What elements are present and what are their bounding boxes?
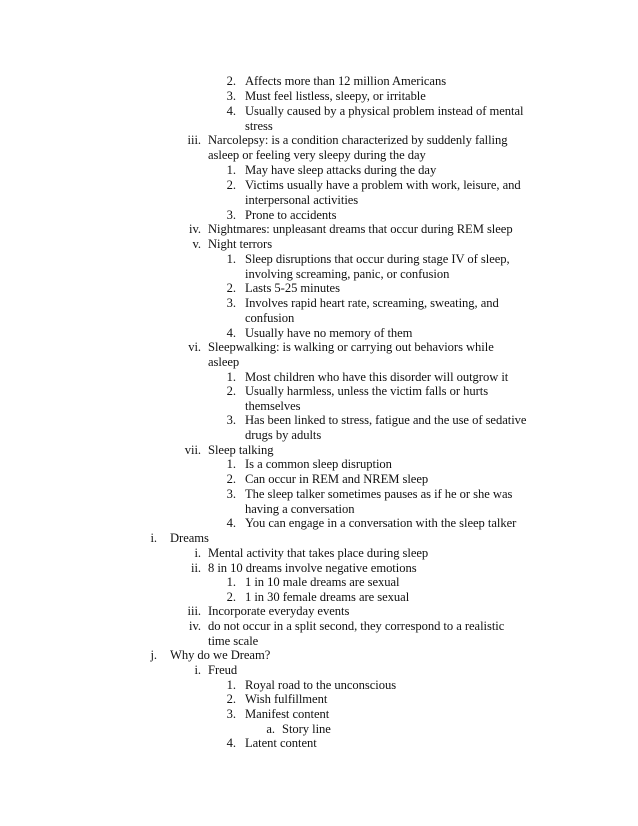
list-item-text: Can occur in REM and NREM sleep (245, 472, 429, 486)
list-marker: 2. (226, 281, 236, 295)
list-marker: j. (150, 648, 157, 662)
list-marker: 3. (226, 89, 236, 103)
list-marker: 3. (226, 413, 236, 427)
list-item-text: Has been linked to stress, fatigue and the use of sedative (245, 413, 527, 427)
list-marker: 4. (226, 104, 236, 118)
list-item-text: time scale (208, 634, 259, 648)
list-marker: i. (194, 546, 201, 560)
list-item-text: Sleep talking (208, 443, 274, 457)
list-item-text: Usually harmless, unless the victim falls or hurts (245, 384, 489, 398)
list-marker: i. (150, 531, 157, 545)
list-item-text: stress (245, 119, 273, 133)
list-marker: 1. (226, 575, 236, 589)
list-marker: 4. (226, 516, 236, 530)
list-item-text: Sleep disruptions that occur during stage IV of sleep, (245, 252, 510, 266)
list-marker: vi. (188, 340, 201, 354)
list-item-text: Usually have no memory of them (245, 326, 413, 340)
list-marker: vii. (184, 443, 201, 457)
list-marker: 1. (226, 370, 236, 384)
list-item-text: Why do we Dream? (170, 648, 271, 662)
list-marker: 4. (226, 326, 236, 340)
list-item-text: Prone to accidents (245, 208, 337, 222)
list-item-text: involving screaming, panic, or confusion (245, 267, 450, 281)
list-marker: v. (192, 237, 201, 251)
list-item-text: themselves (245, 399, 301, 413)
list-item-text: Must feel listless, sleepy, or irritable (245, 89, 426, 103)
list-marker: 1. (226, 678, 236, 692)
list-item-text: asleep (208, 355, 240, 369)
list-item-text: Night terrors (208, 237, 273, 251)
list-item-text: Royal road to the unconscious (245, 678, 397, 692)
list-item-text: Narcolepsy: is a condition characterized by suddenly falling (208, 133, 508, 147)
list-item-text: 1 in 10 male dreams are sexual (245, 575, 400, 589)
list-item-text: Manifest content (245, 707, 330, 721)
list-marker: 2. (226, 472, 236, 486)
list-item-text: Freud (208, 663, 238, 677)
list-marker: i. (194, 663, 201, 677)
list-marker: 2. (226, 178, 236, 192)
list-item-text: drugs by adults (245, 428, 322, 442)
list-item-text: do not occur in a split second, they correspond to a realistic (208, 619, 505, 633)
list-marker: 2. (226, 692, 236, 706)
list-marker: iv. (189, 619, 201, 633)
list-marker: iii. (187, 133, 201, 147)
list-item-text: Dreams (170, 531, 209, 545)
list-item-text: interpersonal activities (245, 193, 359, 207)
list-marker: 1. (226, 163, 236, 177)
list-item-text: You can engage in a conversation with the sleep talker (245, 516, 517, 530)
list-marker: 1. (226, 252, 236, 266)
list-item-text: asleep or feeling very sleepy during the day (208, 148, 426, 162)
list-marker: a. (266, 722, 275, 736)
list-marker: 2. (226, 74, 236, 88)
list-item-text: The sleep talker sometimes pauses as if he or she was (245, 487, 513, 501)
list-marker: 1. (226, 457, 236, 471)
list-marker: 3. (226, 208, 236, 222)
list-marker: 4. (226, 736, 236, 750)
list-item-text: Latent content (245, 736, 317, 750)
list-item-text: Incorporate everyday events (208, 604, 350, 618)
list-item-text: confusion (245, 311, 295, 325)
list-item-text: Nightmares: unpleasant dreams that occur during REM sleep (208, 222, 513, 236)
list-item-text: Story line (282, 722, 331, 736)
list-item-text: Mental activity that takes place during sleep (208, 546, 429, 560)
list-item-text: having a conversation (245, 502, 355, 516)
list-marker: iii. (187, 604, 201, 618)
list-marker: ii. (191, 561, 201, 575)
list-marker: 2. (226, 384, 236, 398)
list-item-text: Lasts 5-25 minutes (245, 281, 340, 295)
list-marker: 3. (226, 487, 236, 501)
list-item-text: Wish fulfillment (245, 692, 328, 706)
list-marker: iv. (189, 222, 201, 236)
list-marker: 3. (226, 707, 236, 721)
list-item-text: May have sleep attacks during the day (245, 163, 437, 177)
list-marker: 3. (226, 296, 236, 310)
list-item-text: 1 in 30 female dreams are sexual (245, 590, 410, 604)
list-item-text: Involves rapid heart rate, screaming, sweating, and (245, 296, 499, 310)
list-item-text: Victims usually have a problem with work, leisure, and (245, 178, 521, 192)
list-item-text: Is a common sleep disruption (245, 457, 392, 471)
list-marker: 2. (226, 590, 236, 604)
list-item-text: 8 in 10 dreams involve negative emotions (208, 561, 417, 575)
list-item-text: Most children who have this disorder will outgrow it (245, 370, 509, 384)
list-item-text: Usually caused by a physical problem instead of mental (245, 104, 524, 118)
list-item-text: Affects more than 12 million Americans (245, 74, 447, 88)
list-item-text: Sleepwalking: is walking or carrying out behaviors while (208, 340, 494, 354)
